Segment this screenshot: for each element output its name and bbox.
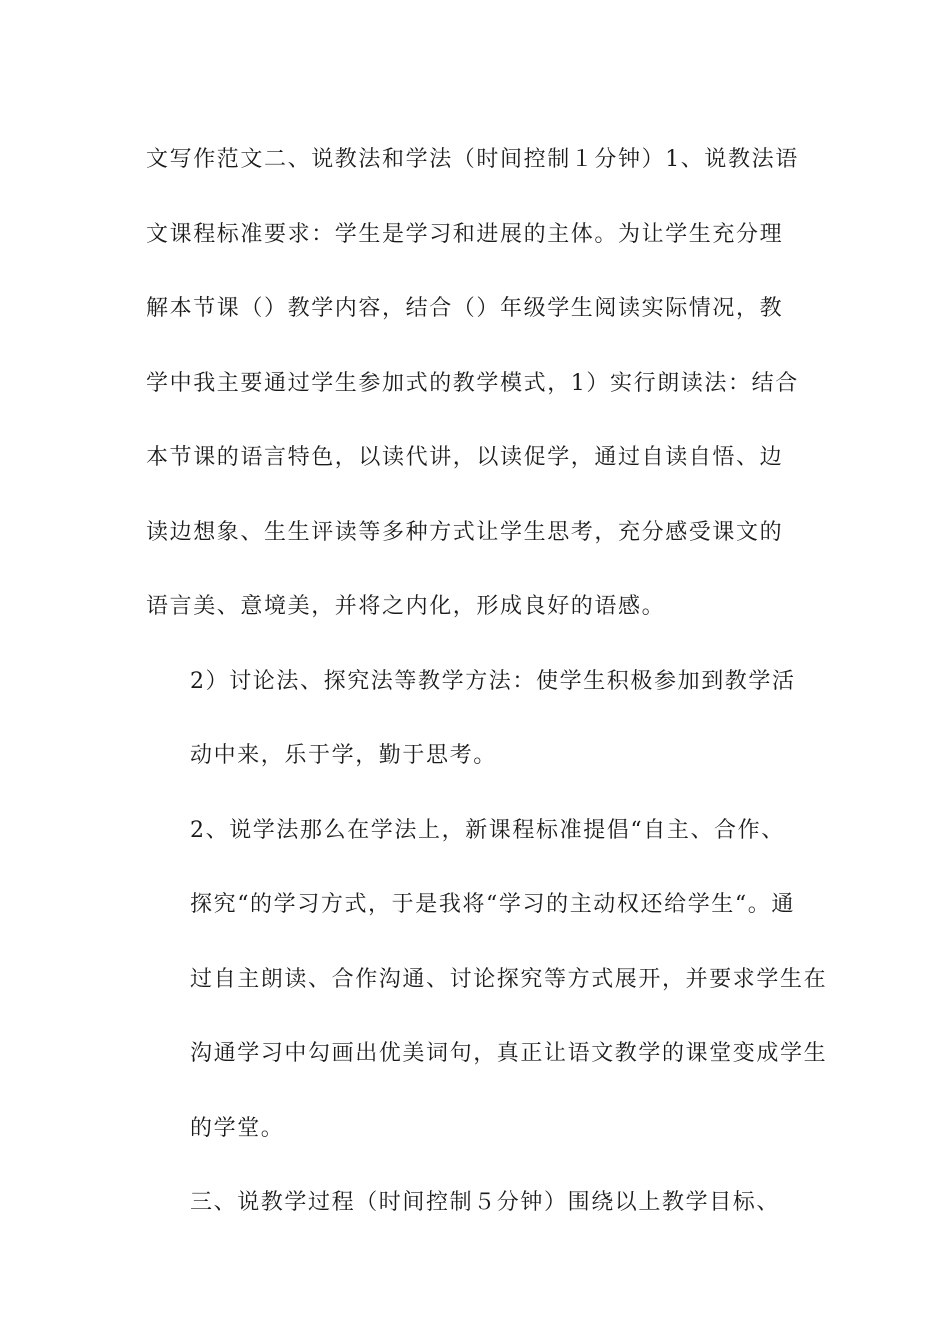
text-line: 三、说教学过程（时间控制５分钟）围绕以上教学目标、 (190, 1190, 781, 1215)
paragraph (146, 123, 806, 645)
paragraph (146, 645, 806, 794)
document-body (146, 123, 828, 1241)
text-line: 探究“的学习方式，于是我将“学习的主动权还给学生“。通 (190, 892, 795, 917)
paragraph (146, 1166, 806, 1241)
text-line: 读边想象、生生评读等多种方式让学生思考，充分感受课文的 (146, 519, 784, 545)
text-line: 2、说学法那么在学法上，新课程标准提倡“自主、合作、 (190, 817, 785, 843)
text-line: 解本节课（）教学内容，结合（）年级学生阅读实际情况，教 (146, 296, 784, 321)
text-line: 过自主朗读、合作沟通、讨论探究等方式展开，并要求学生在 (190, 966, 828, 992)
text-line: 文课程标准要求：学生是学习和进展的主体。为让学生充分理 (146, 221, 784, 247)
text-line: 沟通学习中勾画出优美词句，真正让语文教学的课堂变成学生 (190, 1041, 828, 1066)
paragraph (146, 794, 828, 1167)
text-line: 本节课的语言特色，以读代讲，以读促学，通过自读自悟、边 (146, 445, 784, 470)
text-line: 文写作范文二、说教法和学法（时间控制１分钟）1、说教法语 (146, 147, 799, 172)
text-line: 语言美、意境美，并将之内化，形成良好的语感。 (146, 594, 666, 619)
text-line: 学中我主要通过学生参加式的教学模式，1）实行朗读法：结合 (146, 370, 799, 396)
text-line: 的学堂。 (190, 1115, 285, 1141)
text-line: 2）讨论法、探究法等教学方法：使学生积极参加到教学活 (190, 668, 796, 694)
text-line: 动中来，乐于学，勤于思考。 (190, 743, 497, 768)
